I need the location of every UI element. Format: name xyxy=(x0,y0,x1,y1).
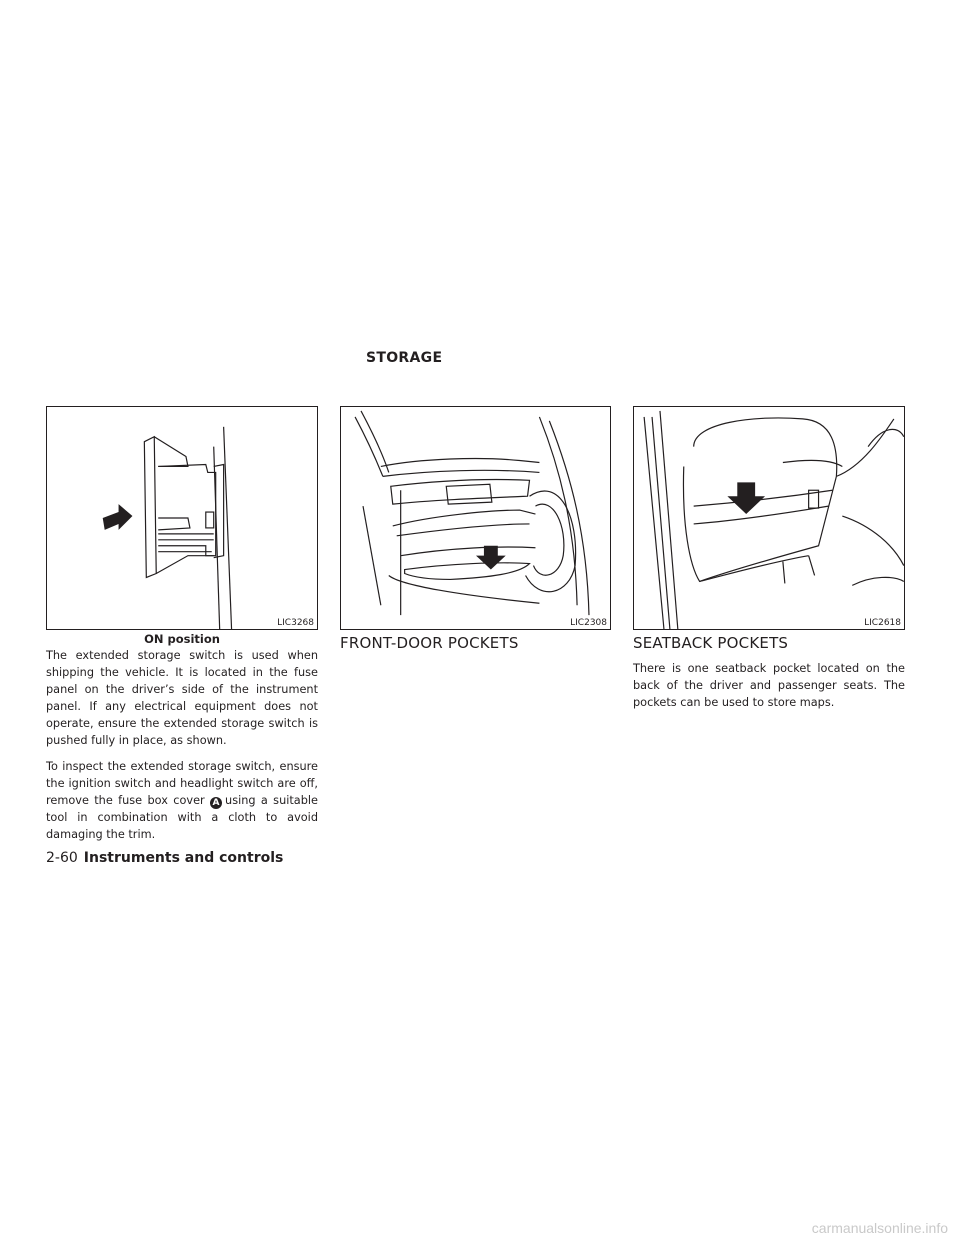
push-arrow-icon xyxy=(103,504,133,530)
down-arrow-icon xyxy=(476,546,506,570)
chapter-title: Instruments and controls xyxy=(83,850,284,866)
paragraph: There is one seatback pocket located on the back of the driver and passenger seats. The pockets can be used to store maps. xyxy=(633,662,905,709)
figure-code: LIC2618 xyxy=(864,618,901,628)
figure-caption: ON position xyxy=(144,632,220,646)
paragraph xyxy=(46,758,318,843)
front-door-illustration xyxy=(341,407,610,629)
figure-code: LIC3268 xyxy=(277,618,314,628)
figure-code: LIC2308 xyxy=(570,618,607,628)
storage-switch-illustration xyxy=(47,407,317,629)
seatback-text xyxy=(633,660,905,720)
down-arrow-icon xyxy=(727,482,765,514)
paragraph-part: To inspect the extended storage switch, ensure the ignition switch and headlight switch are off, remove the fuse box cover xyxy=(46,760,318,807)
storage-switch-text xyxy=(46,647,318,852)
section-title: STORAGE xyxy=(366,350,443,366)
figure-front-door xyxy=(340,406,611,630)
page-footer xyxy=(46,850,283,866)
watermark: carmanualsonline.info xyxy=(811,1220,948,1236)
seatback-pockets-heading: SEATBACK POCKETS xyxy=(633,634,789,652)
figure-seatback xyxy=(633,406,905,630)
paragraph: The extended storage switch is used when shipping the vehicle. It is located in the fuse panel on the driver’s side of the instrument panel. If any electrical equipment does not operate, ensure the extended storage switch is pushed fully in place, as shown. xyxy=(46,649,318,747)
figure-storage-switch xyxy=(46,406,318,630)
front-door-pockets-heading: FRONT-DOOR POCKETS xyxy=(340,634,519,652)
seatback-illustration xyxy=(634,407,904,629)
paragraph-part: using a suitable tool in combination with a cloth to avoid damaging the trim. xyxy=(46,794,318,841)
callout-a-icon: A xyxy=(210,797,222,809)
page-number: 2-60 xyxy=(46,850,78,866)
